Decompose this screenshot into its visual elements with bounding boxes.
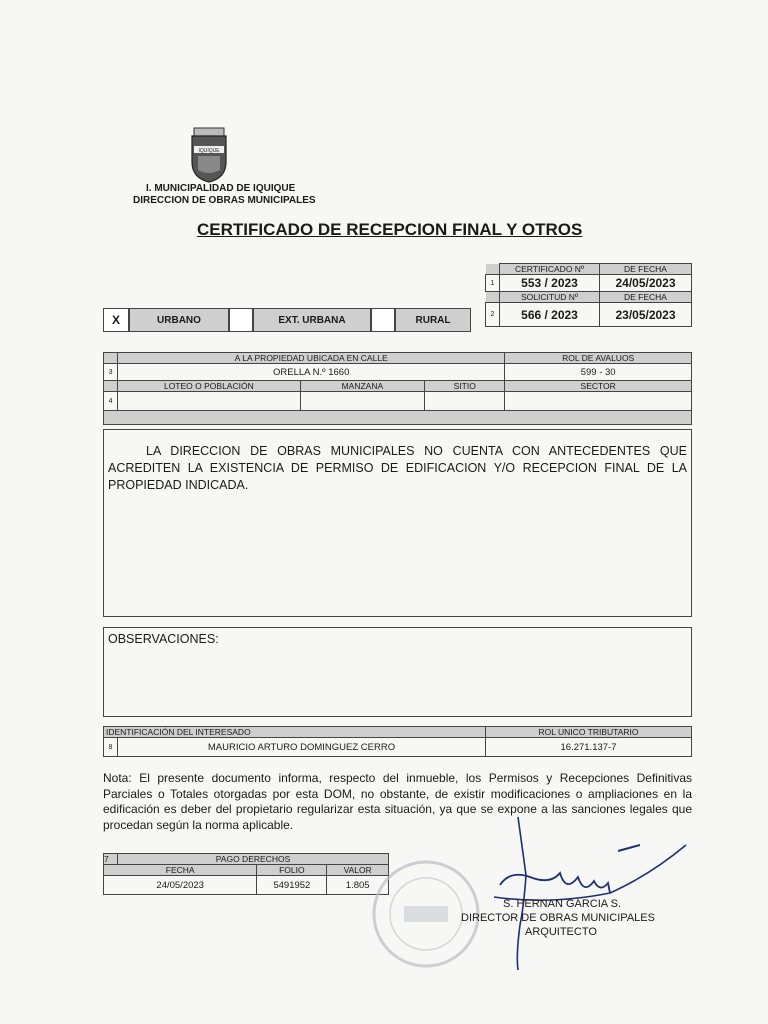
statement-box [103, 429, 692, 617]
zone-urbano-mark: X [103, 308, 129, 332]
cert-number-value: 553 / 2023 [500, 275, 600, 292]
signer-role: DIRECTOR DE OBRAS MUNICIPALES [461, 912, 655, 924]
rol-avaluos-value: 599 - 30 [505, 364, 692, 381]
separator-bar [104, 411, 692, 425]
solicitud-number-value: 566 / 2023 [500, 303, 600, 327]
pago-derechos-table [103, 853, 389, 895]
row-number: 7 [104, 854, 118, 865]
pago-valor-header: VALOR [327, 865, 389, 876]
header-municipality: I. MUNICIPALIDAD DE IQUIQUE [146, 183, 296, 194]
cert-date-header: DE FECHA [600, 264, 692, 275]
zone-ext-urbana-label: EXT. URBANA [253, 308, 371, 332]
certificate-table [485, 263, 692, 327]
legal-note: Nota: El presente documento informa, respecto del inmueble, los Permisos y Recepciones Definitivas Parciales o Totales otorgadas por esta DOM, no obstante, de existir modificaciones o ampliaciones en la edificación es deber del propietario regularizar esta situación, ya que se expone a las sanciones legales que procedan según la norma aplicable. [103, 771, 692, 832]
sitio-value [425, 392, 505, 411]
cert-date-value: 24/05/2023 [600, 275, 692, 292]
interesado-rut: 16.271.137-7 [486, 738, 692, 757]
street-header: A LA PROPIEDAD UBICADA EN CALLE [118, 353, 505, 364]
zone-urbano-label: URBANO [129, 308, 229, 332]
row-number: 3 [104, 364, 118, 381]
signer-name: S. HERNAN GARCIA S. [503, 898, 621, 910]
pago-header: PAGO DERECHOS [118, 854, 389, 865]
rut-header: ROL UNICO TRIBUTARIO [486, 727, 692, 738]
sector-header: SECTOR [505, 381, 692, 392]
zone-ext-urbana-mark [229, 308, 253, 332]
interesado-table [103, 726, 692, 757]
zone-rural-label: RURAL [395, 308, 471, 332]
street-value: ORELLA N.º 1660 [118, 364, 505, 381]
municipal-crest-logo [188, 126, 230, 184]
pago-fecha-value: 24/05/2023 [104, 876, 257, 895]
zone-rural-mark [371, 308, 395, 332]
loteo-header: LOTEO O POBLACIÓN [118, 381, 301, 392]
manzana-header: MANZANA [300, 381, 424, 392]
solicitud-date-value: 23/05/2023 [600, 303, 692, 327]
observaciones-label: OBSERVACIONES: [108, 632, 219, 646]
pago-fecha-header: FECHA [104, 865, 257, 876]
pago-folio-header: FOLIO [257, 865, 327, 876]
interesado-header: IDENTIFICACIÓN DEL INTERESADO [104, 727, 486, 738]
loteo-value [118, 392, 301, 411]
interesado-name: MAURICIO ARTURO DOMINGUEZ CERRO [118, 738, 486, 757]
row-number: 4 [104, 392, 118, 411]
document-title: CERTIFICADO DE RECEPCION FINAL Y OTROS [197, 220, 583, 239]
signer-title: ARQUITECTO [525, 926, 597, 938]
pago-folio-value: 5491952 [257, 876, 327, 895]
manzana-value [300, 392, 424, 411]
row-number: 8 [104, 738, 118, 757]
property-table [103, 352, 692, 425]
sector-value [505, 392, 692, 411]
svg-text:IQUIQUE: IQUIQUE [198, 148, 220, 154]
signature-scribble [490, 815, 690, 975]
cert-number-header: CERTIFICADO Nº [500, 264, 600, 275]
solicitud-number-header: SOLICITUD Nº [500, 292, 600, 303]
row-number: 2 [486, 303, 500, 327]
pago-valor-value: 1.805 [327, 876, 389, 895]
sitio-header: SITIO [425, 381, 505, 392]
observaciones-box [103, 627, 692, 717]
header-department: DIRECCION DE OBRAS MUNICIPALES [133, 195, 316, 206]
solicitud-date-header: DE FECHA [600, 292, 692, 303]
statement-text: LA DIRECCION DE OBRAS MUNICIPALES NO CUENTA CON ANTECEDENTES QUE ACREDITEN LA EXISTENCIA DE PERMISO DE EDIFICACION Y/O RECEPCION FINAL DE LA PROPIEDAD INDICADA. [108, 444, 687, 492]
rol-avaluos-header: ROL DE AVALUOS [505, 353, 692, 364]
row-number: 1 [486, 275, 500, 292]
zone-row [103, 308, 471, 332]
